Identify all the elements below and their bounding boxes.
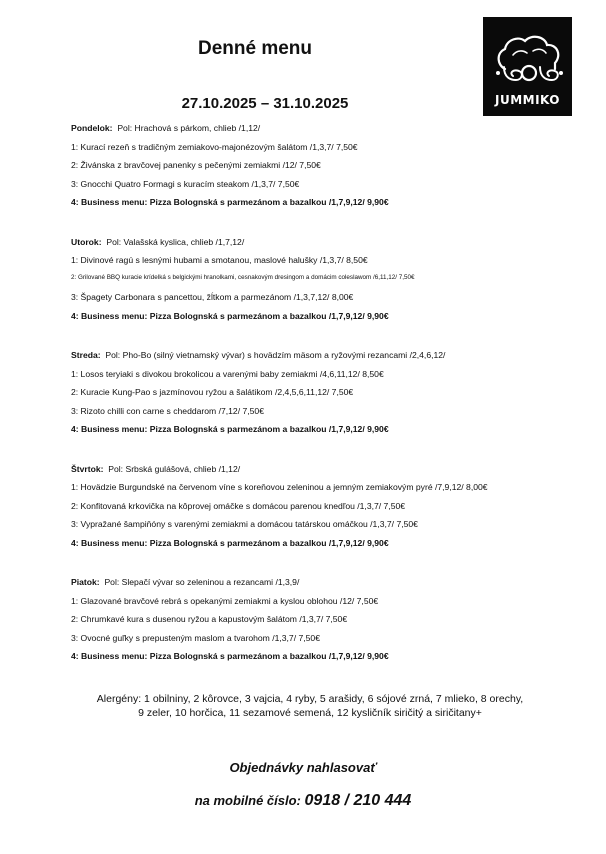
menu-item: 2: Chrumkavé kura s dusenou ryžou a kapustovým šalátom /1,3,7/ 7,50€ bbox=[71, 614, 348, 624]
day-section-utorok bbox=[71, 238, 571, 331]
day-section-piatok bbox=[71, 578, 571, 671]
allergens-note bbox=[40, 692, 580, 720]
menu-item: 3: Vypražané šampiňóny s varenými zemiakmi a domácou tatárskou omáčkou /1,3,7/ 7,50€ bbox=[71, 519, 418, 529]
menu-item: 3: Ovocné guľky s prepusteným maslom a tvarohom /1,3,7/ 7,50€ bbox=[71, 632, 320, 643]
day-section-streda bbox=[71, 351, 571, 444]
soup-row bbox=[71, 238, 571, 257]
day-section-stvrtok bbox=[71, 465, 571, 558]
menu-item: 2: Živánska z bravčovej panenky s pečenými zemiakmi /12/ 7,50€ bbox=[71, 160, 321, 170]
business-menu-item: 4: Business menu: Pizza Bolognská s parmezánom a bazalkou /1,7,9,12/ 9,90€ bbox=[71, 424, 389, 434]
menu-item: 3: Rizoto chilli con carne s cheddarom /7,12/ 7,50€ bbox=[71, 405, 264, 416]
business-menu-item: 4: Business menu: Pizza Bolognská s parmezánom a bazalkou /1,7,9,12/ 9,90€ bbox=[71, 651, 389, 661]
soup-text: Pol: Valašská kyslica, chlieb /1,7,12/ bbox=[106, 236, 245, 247]
business-menu-item: 4: Business menu: Pizza Bolognská s parmezánom a bazalkou /1,7,9,12/ 9,90€ bbox=[71, 310, 389, 321]
menu-item: 2: Grilované BBQ kuracie krídelká s belgickými hranolkami, cesnakovým dresingom a domácim coleslawom /6,11,12/ 7,50€ bbox=[71, 273, 415, 281]
menu-item: 1: Hovädzie Burgundské na červenom víne s koreňovou zeleninou a jemným zemiakovým pyré /7,9,12/ 8,00€ bbox=[71, 482, 488, 492]
date-range: 27.10.2025 – 31.10.2025 bbox=[181, 95, 349, 112]
menu-item: 3: Gnocchi Quatro Formagi s kuracím steakom /1,3,7/ 7,50€ bbox=[71, 178, 300, 189]
business-menu-item: 4: Business menu: Pizza Bolognská s parmezánom a bazalkou /1,7,9,12/ 9,90€ bbox=[71, 537, 389, 548]
allergens-line: Alergény: 1 obilniny, 2 kôrovce, 3 vajcia, 4 ryby, 5 arašidy, 6 sójové zrná, 7 mlieko, 8 orechy, bbox=[96, 693, 524, 705]
soup-row bbox=[71, 124, 571, 143]
soup-text: Pol: Pho-Bo (silný vietnamský vývar) s hovädzím mäsom a ryžovými rezancami /2,4,6,12/ bbox=[105, 350, 446, 360]
business-menu-item: 4: Business menu: Pizza Bolognská s parmezánom a bazalkou /1,7,9,12/ 9,90€ bbox=[71, 197, 389, 207]
day-name: Utorok: bbox=[71, 236, 102, 247]
phone-label: na mobilné číslo: bbox=[194, 793, 301, 808]
menu-item: 2: Kuracie Kung-Pao s jazmínovou ryžou a šalátikom /2,4,5,6,11,12/ 7,50€ bbox=[71, 387, 354, 397]
logo bbox=[483, 17, 572, 116]
menu-list bbox=[71, 124, 571, 692]
soup-row bbox=[71, 465, 571, 484]
orders-note: Objednávky nahlasovať bbox=[229, 760, 377, 775]
logo-text: JUMMIKO bbox=[494, 93, 561, 107]
day-name: Streda: bbox=[71, 350, 101, 360]
menu-item: 1: Kurací rezeň s tradičným zemiakovo-majonézovým šalátom /1,3,7/ 7,50€ bbox=[71, 141, 358, 152]
day-name: Pondelok: bbox=[71, 123, 113, 133]
day-section-pondelok bbox=[71, 124, 571, 217]
menu-item: 3: Špagety Carbonara s pancettou, žĺtkom a parmezánom /1,3,7,12/ 8,00€ bbox=[71, 292, 354, 302]
menu-item: 1: Losos teryiaki s divokou brokolicou a varenými baby zemiakmi /4,6,11,12/ 8,50€ bbox=[71, 368, 384, 379]
soup-row bbox=[71, 578, 571, 597]
page-title: Denné menu bbox=[197, 38, 313, 59]
phone-line bbox=[0, 792, 606, 810]
soup-text: Pol: Hrachová s párkom, chlieb /1,12/ bbox=[117, 123, 261, 133]
day-name: Piatok: bbox=[71, 577, 100, 587]
menu-item: 2: Konfitovaná krkovička na kôprovej omáčke s domácou parenou knedľou /1,3,7/ 7,50€ bbox=[71, 500, 406, 511]
allergens-line: 9 zeler, 10 horčica, 11 sezamové semená, 12 kysličník siričitý a siričitany+ bbox=[138, 707, 482, 720]
menu-item: 1: Glazované bravčové rebrá s opekanými zemiakmi a kyslou oblohou /12/ 7,50€ bbox=[71, 595, 379, 606]
soup-row bbox=[71, 351, 571, 370]
day-name: Štvrtok: bbox=[71, 463, 104, 474]
menu-item: 1: Divinové ragú s lesnými hubami a smotanou, maslové halušky /1,3,7/ 8,50€ bbox=[71, 255, 368, 265]
soup-text: Pol: Srbská gulášová, chlieb /1,12/ bbox=[108, 463, 241, 474]
phone-number[interactable]: 0918 / 210 444 bbox=[304, 792, 412, 809]
soup-text: Pol: Slepačí vývar so zeleninou a rezancami /1,3,9/ bbox=[104, 577, 300, 587]
